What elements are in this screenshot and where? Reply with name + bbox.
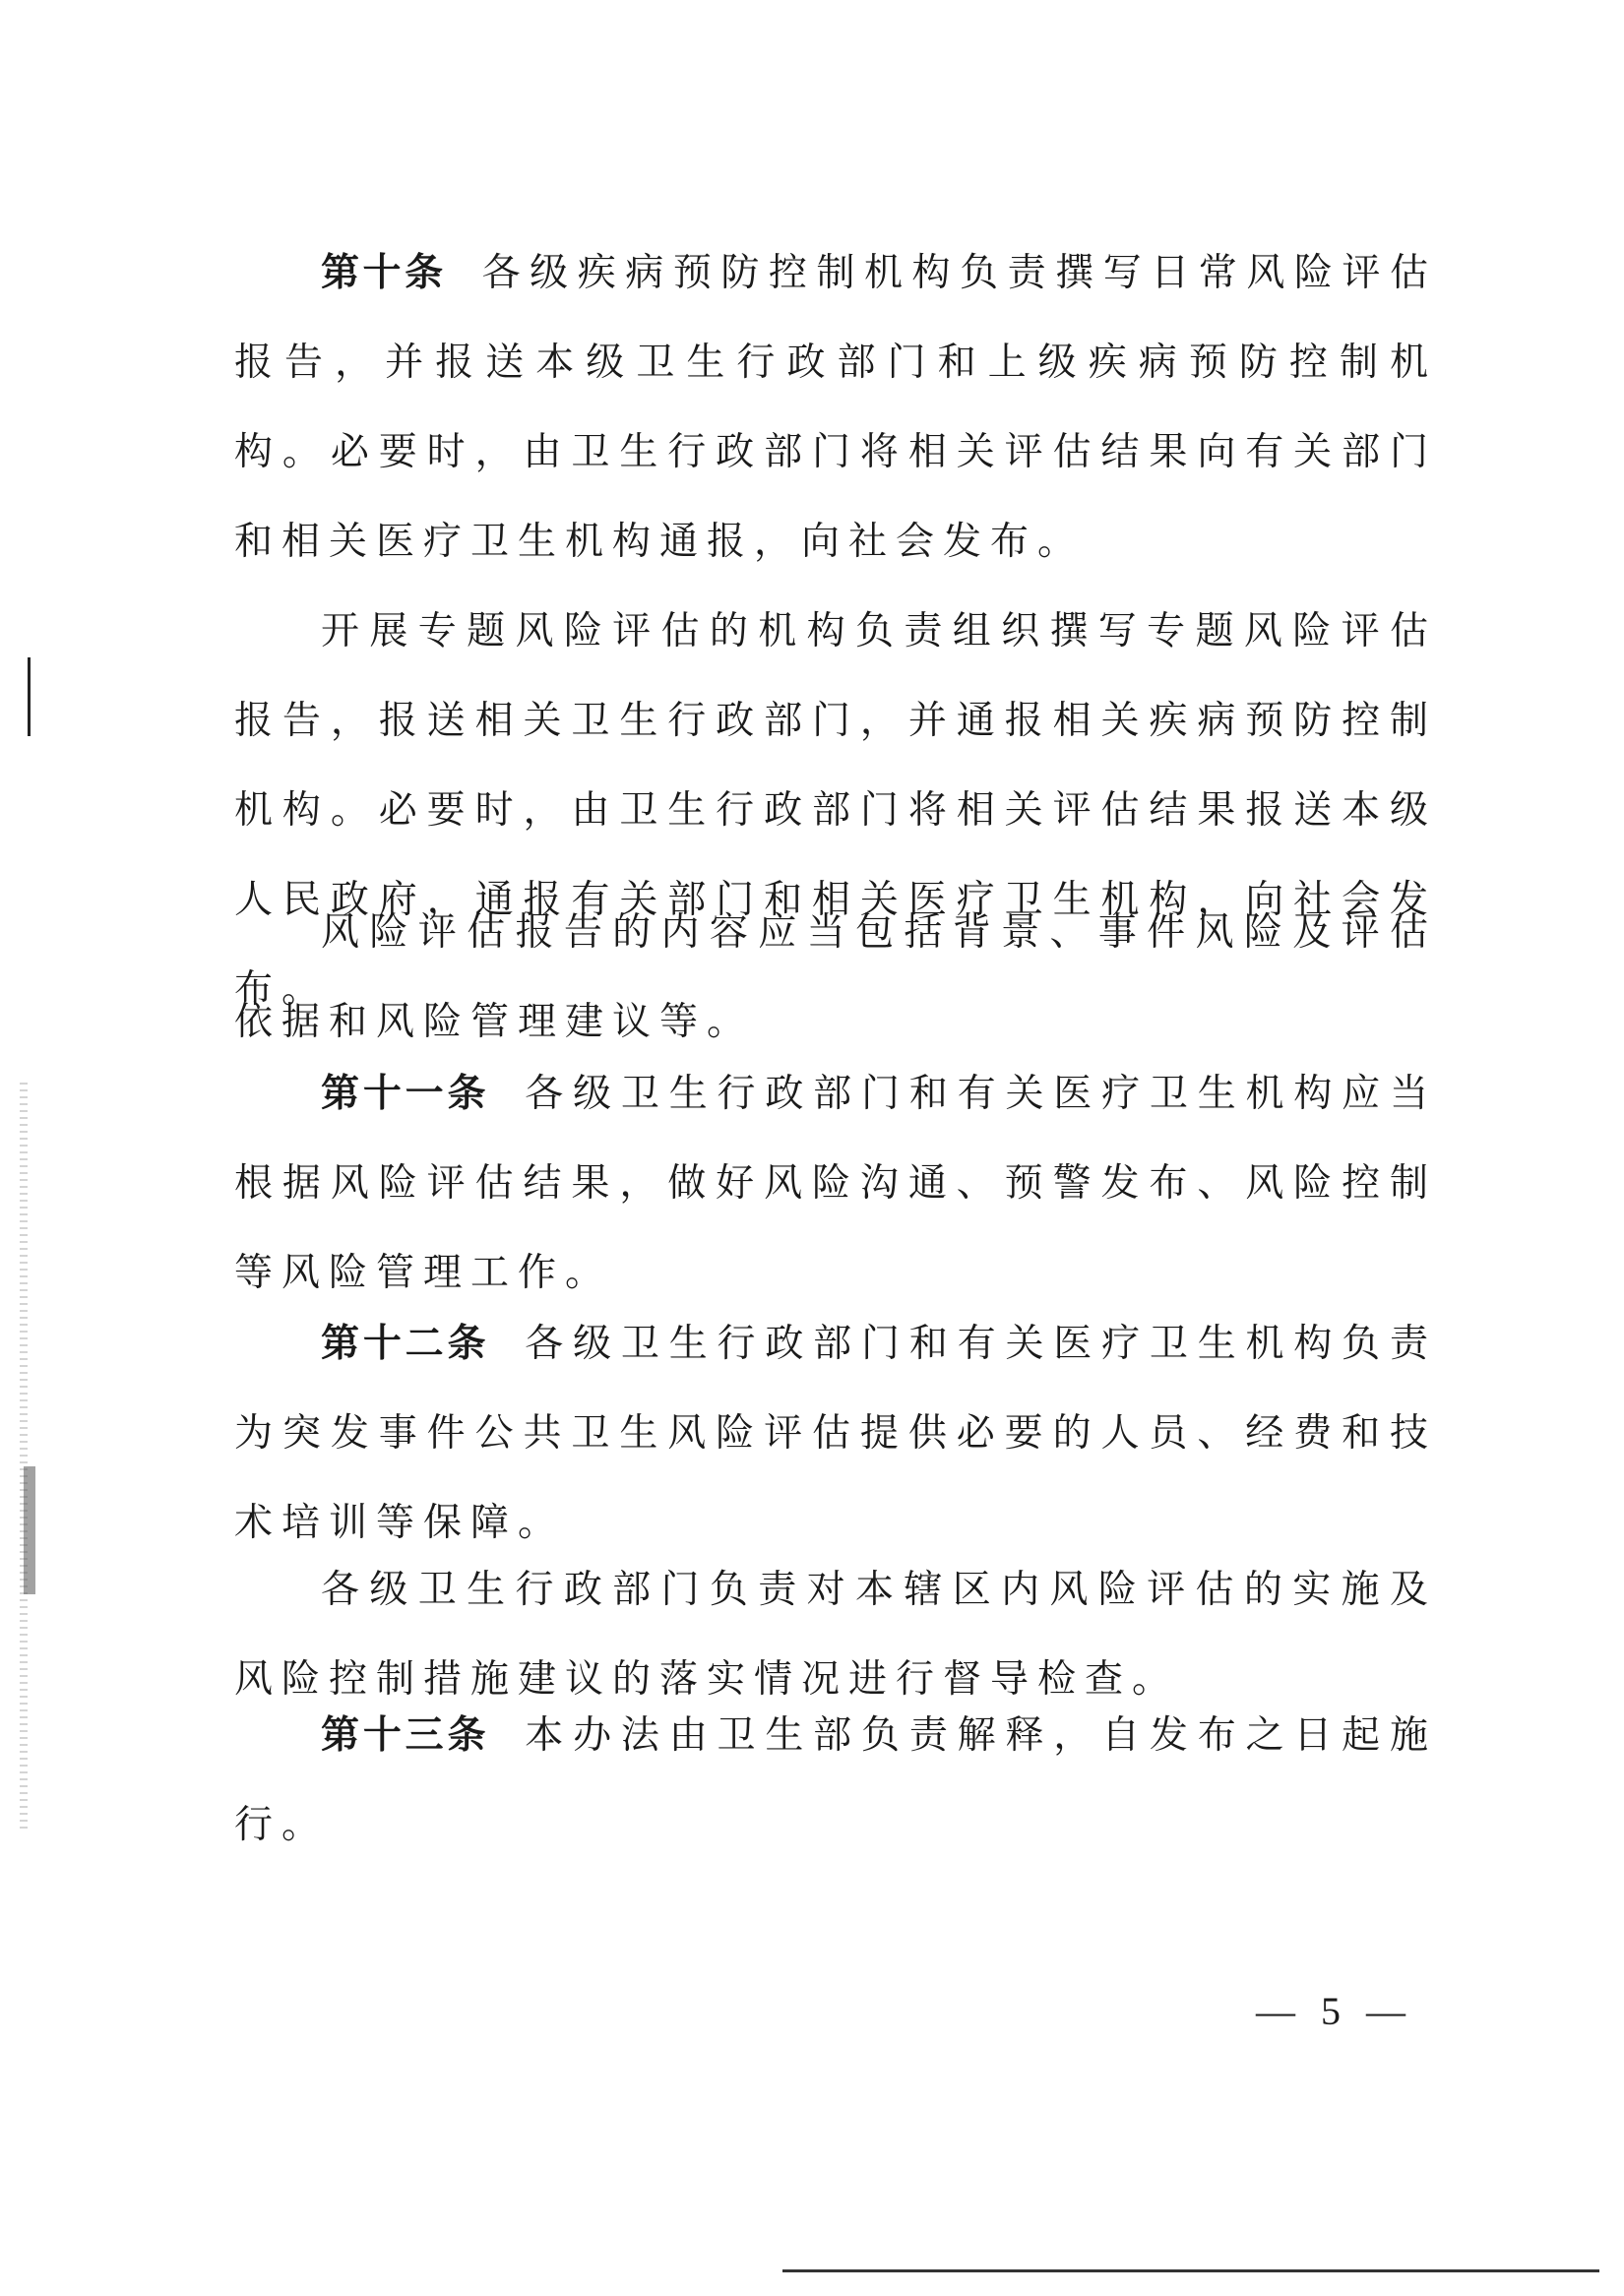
report-content-paragraph [234, 888, 1437, 1067]
article-12-label: 第十二条 [321, 1322, 490, 1366]
thematic-report-text: 开展专题风险评估的机构负责组织撰写专题风险评估报告，报送相关卫生行政部门，并通报相关疾病预防控制机构。必要时，由卫生行政部门将相关评估结果报送本级人民政府，通报有关部门和相关医疗卫生机构，向社会发布。 [234, 609, 1437, 1012]
scan-artifact-edge [20, 1083, 28, 1831]
article-12-paragraph [234, 1299, 1437, 1568]
scan-artifact-line [28, 657, 31, 736]
report-content-text: 风险评估报告的内容应当包括背景、事件风险及评估依据和风险管理建议等。 [234, 910, 1437, 1044]
article-12-text: 各级卫生行政部门和有关医疗卫生机构负责为突发事件公共卫生风险评估提供必要的人员、经费和技术培训等保障。 [234, 1322, 1437, 1545]
page-number: — 5 — [1256, 1989, 1413, 2033]
article-11-paragraph [234, 1049, 1437, 1318]
supervision-text: 各级卫生行政部门负责对本辖区内风险评估的实施及风险控制措施建议的落实情况进行督导检查。 [234, 1568, 1437, 1702]
article-13-paragraph [234, 1691, 1437, 1870]
article-10-paragraph [234, 228, 1437, 587]
scan-artifact-binding [24, 1466, 35, 1594]
article-10-label: 第十条 [321, 251, 447, 295]
article-13-label: 第十三条 [321, 1713, 490, 1758]
article-11-text: 各级卫生行政部门和有关医疗卫生机构应当根据风险评估结果，做好风险沟通、预警发布、风险控制等风险管理工作。 [234, 1072, 1437, 1295]
article-11-label: 第十一条 [321, 1072, 490, 1116]
article-10-text: 各级疾病预防控制机构负责撰写日常风险评估报告，并报送本级卫生行政部门和上级疾病预防控制机构。必要时，由卫生行政部门将相关评估结果向有关部门和相关医疗卫生机构通报，向社会发布。 [234, 251, 1437, 564]
article-13-text: 本办法由卫生部负责解释，自发布之日起施行。 [234, 1713, 1437, 1847]
bottom-rule-line [782, 2269, 1599, 2272]
